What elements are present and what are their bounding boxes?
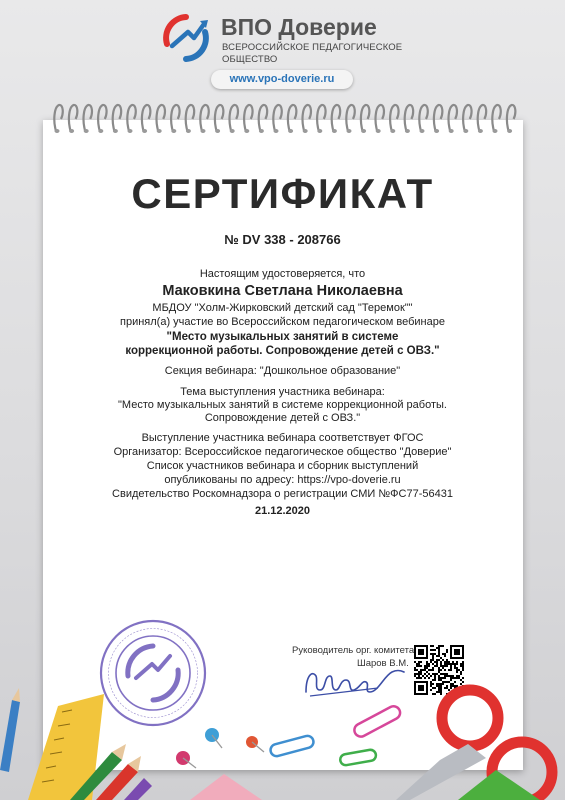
- footer-line-2: Организатор: Всероссийское педагогическое общество "Доверие": [113, 446, 452, 458]
- signatory-name: Шаров В.М.: [357, 658, 409, 669]
- brand-name: ВПО Доверие: [221, 14, 377, 40]
- participant-name: Маковкина Светлана Николаевна: [162, 283, 403, 299]
- webinar-topic-line1: "Место музыкальных занятий в системе: [166, 331, 399, 343]
- certificate-date: 21.12.2020: [254, 505, 311, 517]
- theme-line2: Сопровождение детей с ОВЗ.": [204, 412, 361, 424]
- theme-label: Тема выступления участника вебинара:: [180, 386, 385, 398]
- footer-line-4: опубликованы по адресу: https://vpo-doverie.ru: [164, 474, 401, 486]
- footer-line-5: Свидетельство Роскомнадзора о регистрации СМИ №ФС77-56431: [112, 488, 453, 500]
- organization: МБДОУ "Холм-Жирковский детский сад "Теремок"": [152, 302, 413, 314]
- scissors-icon: [442, 690, 498, 746]
- signatory-title: Руководитель орг. комитета: [292, 645, 415, 656]
- footer-line-1: Выступление участника вебинара соответствует ФГОС: [141, 432, 424, 444]
- webinar-section: Секция вебинара: "Дошкольное образование": [164, 365, 401, 377]
- participation-text: принял(а) участие во Всероссийском педагогическом вебинаре: [120, 316, 445, 328]
- blue-pencil-icon: [0, 700, 20, 772]
- brand-subtitle-2: ОБЩЕСТВО: [222, 54, 278, 65]
- intro-text: Настоящим удостоверяется, что: [199, 268, 366, 280]
- certificate-number: № DV 338 - 208766: [224, 232, 341, 247]
- theme-line1: "Место музыкальных занятий в системе коррекционной работы.: [118, 399, 447, 411]
- website-link[interactable]: www.vpo-doverie.ru: [211, 70, 353, 89]
- footer-line-3: Список участников вебинара и сборник выступлений: [146, 460, 419, 472]
- webinar-topic-line2: коррекционной работы. Сопровождение детей с ОВЗ.": [125, 345, 440, 357]
- paperclip-icon: [269, 735, 315, 758]
- certificate-title: СЕРТИФИКАТ: [131, 170, 434, 217]
- brand-subtitle: ВСЕРОССИЙСКОЕ ПЕДАГОГИЧЕСКОЕ: [222, 42, 403, 53]
